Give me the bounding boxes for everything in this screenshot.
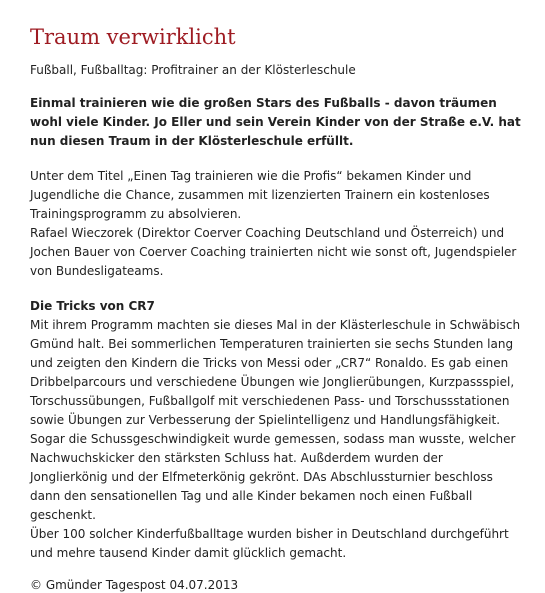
paragraph-spacer (30, 281, 523, 297)
paragraph-program: Mit ihrem Programm machten sie dieses Mal in der Klästerleschule in Schwäbisch Gmünd halt. Bei sommerlichen Temperaturen trainierten sie sechs Stunden lang und zeigten den Kindern die Tricks von Messi oder „CR7“ Ronaldo. Es gab einen Dribbelparcours und verschiedene Übungen wie Jonglierübungen, Kurzpassspiel, Torschussübungen, Fußballgolf mit verschiedenen Pass- und Torschussstationen sowie Übungen zur Verbesserung der Spielintelligenz und Handlungsfähigkeit. Sogar die Schussgeschwindigkeit wurde gemessen, sodass man wusste, welcher Nachwuchskicker den stärksten Schluss hat. Außderdem wurden der Jonglierkönig und der Elfmeterkönig gekrönt. DAs Abschlussturnier beschloss dann den sensationellen Tag und alle Kinder bekamen noch einen Fußball geschenkt. (30, 318, 521, 522)
paragraph-trainers: Rafael Wieczorek (Direktor Coerver Coaching Deutschland und Österreich) und Jochen Bauer von Coerver Coaching trainierten nicht wie sonst oft, Jugendspieler von Bundesligateams. (30, 226, 517, 278)
article-lead: Einmal trainieren wie die großen Stars des Fußballs - davon träumen wohl viele Kinder. Jo Eller und sein Verein Kinder von der Straße e.V. hat nun diesen Traum in der Klösterleschule erfüllt. (30, 96, 521, 148)
section-heading: Die Tricks von CR7 (30, 299, 155, 313)
article-title: Traum verwirklicht (30, 25, 236, 49)
source-credit: © Gmünder Tagespost 04.07.2013 (30, 578, 239, 592)
article-subtitle: Fußball, Fußballtag: Profitrainer an der Klösterleschule (30, 63, 356, 77)
paragraph-summary: Über 100 solcher Kinderfußballtage wurden bisher in Deutschland durchgeführt und mehre tausend Kinder damit glücklich gemacht. (30, 527, 509, 560)
paragraph-intro: Unter dem Titel „Einen Tag trainieren wie die Profis“ bekamen Kinder und Jugendliche die Chance, zusammen mit lizenzierten Trainern ein kostenloses Trainingsprogramm zu absolvieren. (30, 169, 490, 221)
